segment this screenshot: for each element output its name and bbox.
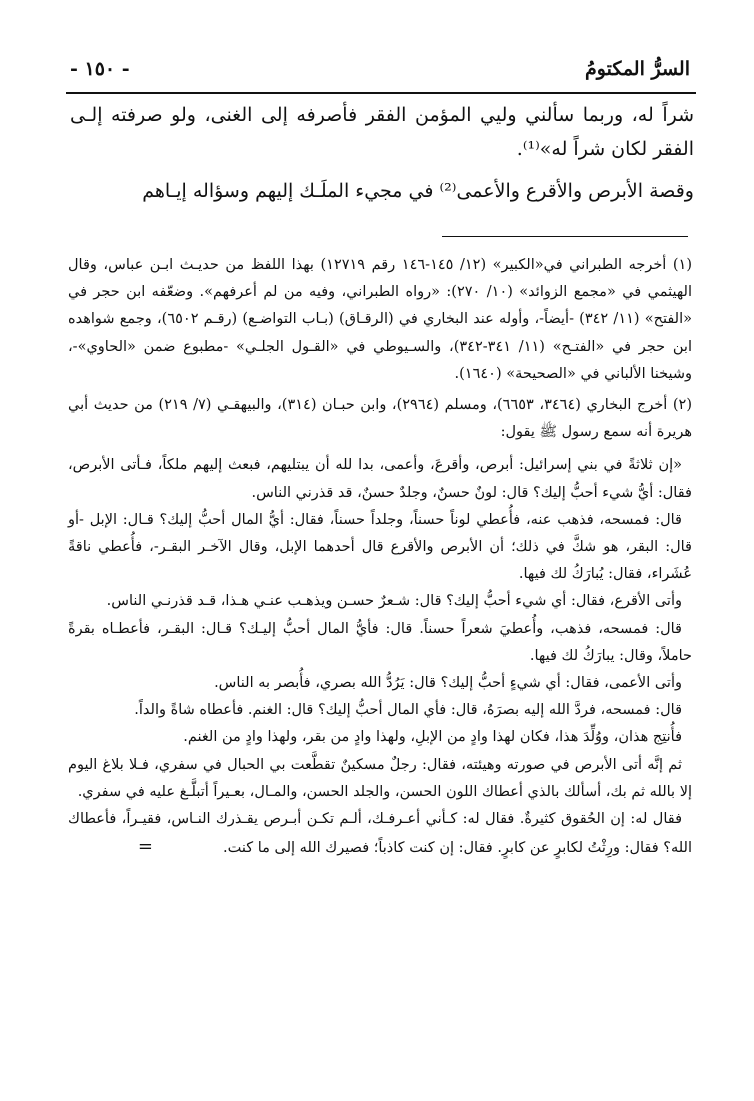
hadith-paragraph: قال: فمسحه، فردَّ الله إليه بصرَهُ، قال: فأي المال أحبُّ إليك؟ قال: الغنم. فأعطاه شاةً والداً.: [134, 702, 682, 719]
header-rule: [66, 92, 696, 94]
continuation-mark: =: [137, 836, 153, 858]
main-text: [70, 98, 694, 208]
footnote-2: (٢) أخرج البخاري (٣٤٦٤، ٦٦٥٣)، ومسلم (٢٩٦٤)، وابن حبـان (٣١٤)، والبيهقـي (٧/ ٢١٩) من حديث أبي هريرة أنه سمع رسول ﷺ يقول:: [68, 397, 692, 441]
hadith-text: فقال له: إن الحُقوق كثيرةٌ. فقال له: كـأني أعـرفـك، ألـم تكـن أبـرص يقـذرك النـاس، فقيـراً، فأعطاك الله؟ فقال: ورِثْتُ لكابرٍ عن كابرٍ. فقال: إن كنت كاذباً؛ فصيرك الله إلى ما كنت.: [68, 811, 692, 857]
page-header: [70, 52, 690, 92]
hadith-paragraph-last: [68, 806, 692, 862]
main-paragraph-1: شراً له، وربما سألني وليي المؤمن الفقر فأصرفه إلى الغنى، ولو صرفته إلـى الفقر لكان شراً له»⁽¹⁾.: [70, 104, 694, 160]
running-title: السرُّ المكتومُ: [585, 58, 690, 80]
hadith-paragraph: وأتى الأقرع، فقال: أي شيء أحبُّ إليك؟ قال: شـعرٌ حسـن ويذهـب عنـي هـذا، قـد قذرنـي الناس.: [106, 593, 682, 610]
hadith-paragraph: قال: فمسحه، فذهب، وأُعطيَ شعراً حسناً. قال: فأيُّ المال أحبُّ إليـك؟ قـال: البقـر، فأعطـاه بقرةً حاملاً، وقال: يبارَكُ لك فيها.: [68, 620, 692, 664]
footnote-separator: [442, 236, 688, 237]
footnotes: [68, 252, 692, 862]
hadith-paragraph: ثم إنَّه أتى الأبرص في صورته وهيئته، فقال: رجلٌ مسكينٌ تقطَّعت بي الحبال في سفري، فـلا بلاغ اليوم إلا بالله ثم بك، أسألك بالذي أعطاك اللون الحسن، والجلد الحسن، والمـال، بعـيراً أتبلَّـغ عليه في سفري.: [68, 756, 692, 800]
page-number: - ١٥٠ -: [70, 58, 130, 80]
main-paragraph-2: وقصة الأبرص والأقرع والأعمى⁽²⁾ في مجيء الملَـك إليهم وسؤاله إيـاهم: [142, 180, 694, 202]
hadith-paragraph: قال: فمسحه، فذهب عنه، فأُعطي لوناً حسناً، وجلداً حسناً، فقال: أيُّ المال أحبُّ إليك؟ قـال: الإبل -أو قال: البقر، هو شكَّ في ذلك؛ أن الأبرص والأقرع قال أحدهما الإبل، وقال الآخـر البقـر-، فأُعطي ناقةً عُشَراء، فقال: يُبارَكُ لك فيها.: [68, 511, 692, 583]
hadith-paragraph: فأُنتِج هذان، ووُلِّدَ هذا، فكان لهذا وادٍ من الإبلِ، ولهذا وادٍ من بقر، ولهذا وادٍ من الغنم.: [183, 729, 682, 746]
hadith-paragraph: وأتى الأعمى، فقال: أي شيءٍ أحبُّ إليك؟ قال: يَرُدُّ الله بصري، فأُبصر به الناس.: [214, 675, 682, 692]
hadith-paragraph: «إن ثلاثةً في بني إسرائيل: أبرص، وأقرعَ، وأعمى، بدا لله أن يبتليهم، فبعث إليهم ملكاً، فـأتى الأبرص، فقال: أيُّ شيء أحبُّ إليك؟ قال: لونٌ حسنٌ، وجلدٌ حسنٌ، قد قذرني الناس.: [68, 457, 692, 501]
footnote-1: (١) أخرجه الطبراني في«الكبير» (١٢/ ١٤٥-١٤٦ رقم ١٢٧١٩) بهذا اللفظ من حديـث ابـن عباس، وقال الهيثمي في «مجمع الزوائد» (١٠/ ٢٧٠): «رواه الطبراني، وفيه من لم أعرفهم». وضعّفه ابن حجر في «الفتح» (١١/ ٣٤٢) -أيضاً-، وأوله عند البخاري في (الرقـاق) (بـاب التواضـع) (رقـم ٦٥٠٢)، وجمع شواهده ابن حجر في «الفتـح» (١١/ ٣٤١-٣٤٢)، والسـيوطي في «القـول الجلـي» -مطبوع ضمن «الحاوي»-، وشيخنا الألباني في «الصحيحة» (١٦٤٠).: [68, 257, 693, 382]
